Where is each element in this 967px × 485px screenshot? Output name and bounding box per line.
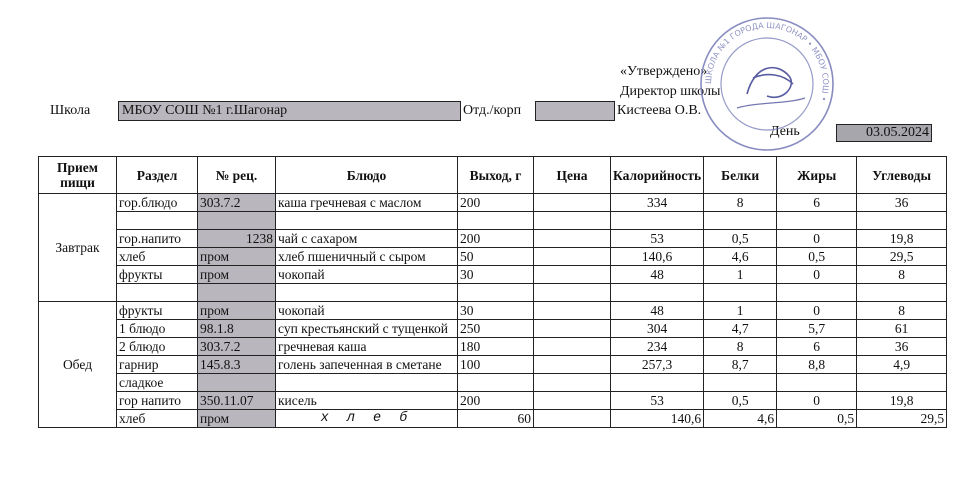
cell-protein: 8 [704, 194, 777, 212]
school-label: Школа [50, 103, 91, 118]
cell-fat: 6 [777, 338, 857, 356]
col-meal: Прием пищи [39, 157, 117, 194]
cell-protein: 1 [704, 302, 777, 320]
meal-breakfast: Завтрак [39, 194, 117, 302]
cell-protein: 4,6 [704, 410, 777, 428]
cell-calories: 53 [611, 230, 704, 248]
director-label: Директор школы [620, 84, 721, 99]
cell-section: гор напито [117, 392, 198, 410]
cell-price [534, 284, 611, 302]
cell-recipe [198, 212, 276, 230]
table-row [39, 284, 947, 302]
cell-carbs [857, 212, 947, 230]
cell-protein: 8 [704, 338, 777, 356]
cell-dish: гречневая каша [276, 338, 458, 356]
cell-carbs: 4,9 [857, 356, 947, 374]
col-recipe: № рец. [198, 157, 276, 194]
branch-label: Отд./корп [463, 103, 522, 118]
cell-output: 200 [458, 194, 534, 212]
cell-output: 30 [458, 302, 534, 320]
cell-protein [704, 212, 777, 230]
table-row [39, 230, 947, 248]
col-output: Выход, г [458, 157, 534, 194]
table-row [39, 266, 947, 284]
cell-section: гарнир [117, 356, 198, 374]
school-stamp [697, 14, 837, 154]
cell-calories: 48 [611, 266, 704, 284]
cell-fat: 8,8 [777, 356, 857, 374]
cell-output [458, 212, 534, 230]
cell-fat: 0 [777, 266, 857, 284]
director-name: Кистеева О.В. [617, 103, 702, 118]
branch-value [535, 101, 615, 121]
cell-protein [704, 284, 777, 302]
cell-fat: 0 [777, 302, 857, 320]
cell-carbs: 36 [857, 338, 947, 356]
table-row [39, 392, 947, 410]
cell-output: 200 [458, 230, 534, 248]
cell-output: 180 [458, 338, 534, 356]
cell-fat: 0 [777, 230, 857, 248]
cell-fat [777, 284, 857, 302]
school-name: МБОУ СОШ №1 г.Шагонар [118, 101, 461, 121]
day-label: День [770, 124, 800, 139]
cell-carbs: 29,5 [857, 248, 947, 266]
cell-carbs: 19,8 [857, 392, 947, 410]
cell-calories [611, 212, 704, 230]
cell-price [534, 320, 611, 338]
table-row [39, 374, 947, 392]
col-section: Раздел [117, 157, 198, 194]
cell-protein [704, 374, 777, 392]
svg-text:ШКОЛА №1 ГОРОДА ШАГОНАР • МБОУ [704, 21, 830, 102]
cell-dish: кисель [276, 392, 458, 410]
cell-calories: 334 [611, 194, 704, 212]
cell-calories [611, 374, 704, 392]
cell-protein: 8,7 [704, 356, 777, 374]
cell-dish [276, 212, 458, 230]
table-row [39, 248, 947, 266]
cell-carbs: 36 [857, 194, 947, 212]
cell-carbs: 8 [857, 266, 947, 284]
cell-output: 200 [458, 392, 534, 410]
cell-section: хлеб [117, 410, 198, 428]
cell-calories: 234 [611, 338, 704, 356]
cell-section: гор.блюдо [117, 194, 198, 212]
cell-price [534, 356, 611, 374]
cell-carbs: 8 [857, 302, 947, 320]
cell-price [534, 302, 611, 320]
cell-recipe: 145.8.3 [198, 356, 276, 374]
cell-carbs: 19,8 [857, 230, 947, 248]
table-row [39, 356, 947, 374]
table-row [39, 302, 947, 320]
cell-dish: хлеб пшеничный с сыром [276, 248, 458, 266]
col-fat: Жиры [777, 157, 857, 194]
cell-recipe: пром [198, 410, 276, 428]
table-header [39, 157, 947, 194]
cell-fat [777, 374, 857, 392]
cell-section: 1 блюдо [117, 320, 198, 338]
cell-price [534, 194, 611, 212]
approval-title: «Утверждено» [620, 64, 708, 79]
cell-price [534, 248, 611, 266]
meal-lunch: Обед [39, 302, 117, 428]
col-carbs: Углеводы [857, 157, 947, 194]
cell-carbs: 29,5 [857, 410, 947, 428]
cell-carbs [857, 284, 947, 302]
cell-carbs [857, 374, 947, 392]
cell-section: фрукты [117, 266, 198, 284]
cell-section [117, 212, 198, 230]
cell-price [534, 410, 611, 428]
cell-section: хлеб [117, 248, 198, 266]
col-protein: Белки [704, 157, 777, 194]
table-row [39, 320, 947, 338]
cell-recipe: 303.7.2 [198, 338, 276, 356]
cell-price [534, 392, 611, 410]
cell-price [534, 212, 611, 230]
cell-recipe: 98.1.8 [198, 320, 276, 338]
cell-recipe: пром [198, 266, 276, 284]
cell-output: 250 [458, 320, 534, 338]
cell-protein: 0,5 [704, 230, 777, 248]
menu-table [38, 156, 947, 428]
cell-recipe: пром [198, 248, 276, 266]
cell-dish: голень запеченная в сметане [276, 356, 458, 374]
cell-recipe [198, 284, 276, 302]
menu-date: 03.05.2024 [836, 124, 932, 142]
cell-fat: 6 [777, 194, 857, 212]
cell-output: 60 [458, 410, 534, 428]
cell-fat [777, 212, 857, 230]
table-row [39, 338, 947, 356]
cell-output [458, 374, 534, 392]
col-price: Цена [534, 157, 611, 194]
cell-recipe: пром [198, 302, 276, 320]
table-row [39, 194, 947, 212]
cell-fat: 5,7 [777, 320, 857, 338]
cell-dish: суп крестьянский с тущенкой [276, 320, 458, 338]
col-dish: Блюдо [276, 157, 458, 194]
table-row [39, 212, 947, 230]
cell-dish: чокопай [276, 302, 458, 320]
cell-calories: 257,3 [611, 356, 704, 374]
cell-recipe: 303.7.2 [198, 194, 276, 212]
cell-price [534, 338, 611, 356]
cell-fat: 0 [777, 392, 857, 410]
stamp-text: ШКОЛА №1 ГОРОДА ШАГОНАР • МБОУ СОШ • [703, 20, 831, 103]
cell-section: гор.напито [117, 230, 198, 248]
cell-calories: 140,6 [611, 410, 704, 428]
cell-calories: 140,6 [611, 248, 704, 266]
cell-section: фрукты [117, 302, 198, 320]
table-row [39, 410, 947, 428]
cell-protein: 0,5 [704, 392, 777, 410]
cell-calories [611, 284, 704, 302]
cell-price [534, 230, 611, 248]
cell-output [458, 284, 534, 302]
cell-output: 50 [458, 248, 534, 266]
cell-dish: каша гречневая с маслом [276, 194, 458, 212]
cell-output: 100 [458, 356, 534, 374]
cell-dish: чай с сахаром [276, 230, 458, 248]
cell-recipe [198, 374, 276, 392]
cell-output: 30 [458, 266, 534, 284]
col-calories: Калорийность [611, 157, 704, 194]
cell-fat: 0,5 [777, 248, 857, 266]
cell-calories: 48 [611, 302, 704, 320]
cell-price [534, 266, 611, 284]
cell-dish: чокопай [276, 266, 458, 284]
cell-dish: х л е б [276, 410, 458, 428]
cell-calories: 53 [611, 392, 704, 410]
cell-calories: 304 [611, 320, 704, 338]
cell-section [117, 284, 198, 302]
cell-carbs: 61 [857, 320, 947, 338]
cell-dish [276, 284, 458, 302]
cell-protein: 1 [704, 266, 777, 284]
cell-dish [276, 374, 458, 392]
cell-protein: 4,7 [704, 320, 777, 338]
cell-recipe: 350.11.07 [198, 392, 276, 410]
cell-section: сладкое [117, 374, 198, 392]
cell-recipe: 1238 [198, 230, 276, 248]
cell-protein: 4,6 [704, 248, 777, 266]
cell-price [534, 374, 611, 392]
cell-fat: 0,5 [777, 410, 857, 428]
cell-section: 2 блюдо [117, 338, 198, 356]
signature-icon [747, 68, 793, 98]
